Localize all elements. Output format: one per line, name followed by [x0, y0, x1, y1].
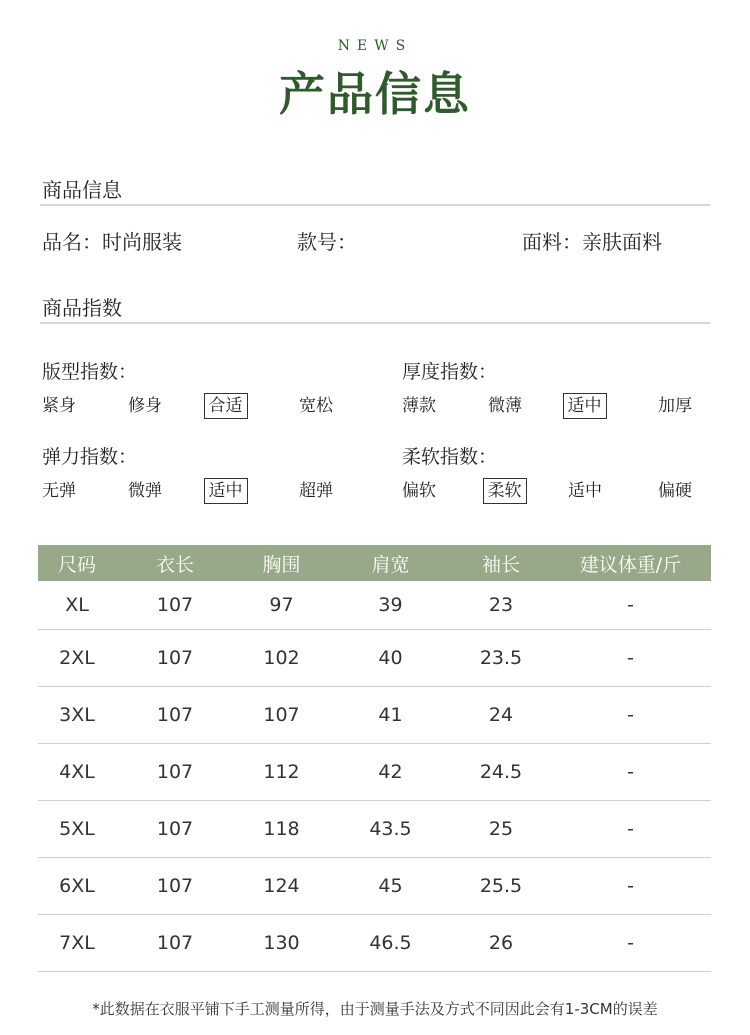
table-cell: -	[550, 630, 711, 687]
index-option: 微弹	[128, 481, 162, 501]
header-shoulder: 肩宽	[329, 545, 452, 581]
table-cell: 23	[452, 581, 550, 630]
table-cell: 4XL	[38, 744, 116, 801]
table-cell: 107	[116, 858, 234, 915]
table-row	[38, 915, 711, 972]
table-row	[38, 630, 711, 687]
product-index-divider	[40, 322, 710, 324]
table-row	[38, 858, 711, 915]
table-cell: 118	[234, 801, 329, 858]
table-row	[38, 801, 711, 858]
page-title: 产品信息	[279, 67, 471, 121]
index-option-selected: 适中	[204, 478, 248, 504]
index-option: 修身	[128, 396, 162, 416]
table-cell: 24	[452, 687, 550, 744]
table-cell: 107	[116, 915, 234, 972]
table-cell: 41	[329, 687, 452, 744]
table-cell: -	[550, 744, 711, 801]
table-cell: 112	[234, 744, 329, 801]
table-cell: 107	[116, 687, 234, 744]
index-option: 适中	[568, 481, 602, 501]
product-index-title: 商品指数	[42, 296, 122, 320]
table-cell: XL	[38, 581, 116, 630]
news-label: NEWS	[337, 38, 413, 54]
table-cell: 7XL	[38, 915, 116, 972]
table-cell: 42	[329, 744, 452, 801]
table-cell: 6XL	[38, 858, 116, 915]
measurement-note: *此数据在衣服平铺下手工测量所得，由于测量手法及方式不同因此会有1-3CM的误差	[92, 1000, 658, 1018]
table-cell: -	[550, 581, 711, 630]
table-row	[38, 744, 711, 801]
table-cell: 107	[116, 630, 234, 687]
size-table-header	[38, 545, 711, 581]
index-label: 版型指数：	[42, 361, 138, 383]
table-cell: 45	[329, 858, 452, 915]
table-cell: 46.5	[329, 915, 452, 972]
index-option: 微薄	[488, 396, 522, 416]
header-sleeve: 袖长	[452, 545, 550, 581]
index-label: 柔软指数：	[402, 446, 498, 468]
product-info-title: 商品信息	[42, 178, 122, 202]
header-chest: 胸围	[234, 545, 329, 581]
size-table	[38, 545, 711, 972]
header-length: 衣长	[116, 545, 234, 581]
table-cell: 2XL	[38, 630, 116, 687]
index-label: 弹力指数：	[42, 446, 138, 468]
table-cell: 107	[116, 581, 234, 630]
table-cell: 107	[116, 801, 234, 858]
table-cell: 25.5	[452, 858, 550, 915]
index-option-selected: 柔软	[483, 478, 527, 504]
header-size: 尺码	[38, 545, 116, 581]
table-cell: -	[550, 858, 711, 915]
product-style-no: 款号：	[297, 230, 357, 254]
index-option-selected: 合适	[204, 393, 248, 419]
table-cell: 40	[329, 630, 452, 687]
index-option: 加厚	[658, 396, 692, 416]
table-cell: 130	[234, 915, 329, 972]
index-option: 无弹	[42, 481, 76, 501]
table-cell: 39	[329, 581, 452, 630]
product-name: 品名：时尚服装	[42, 230, 182, 254]
index-label: 厚度指数：	[402, 361, 498, 383]
table-cell: -	[550, 915, 711, 972]
index-option: 紧身	[42, 396, 76, 416]
product-fabric: 面料：亲肤面料	[522, 230, 662, 254]
table-cell: 3XL	[38, 687, 116, 744]
product-info-divider	[40, 204, 710, 206]
index-option: 偏硬	[658, 481, 692, 501]
index-option: 偏软	[402, 481, 436, 501]
table-cell: 5XL	[38, 801, 116, 858]
table-cell: 97	[234, 581, 329, 630]
table-cell: 107	[116, 744, 234, 801]
table-cell: 124	[234, 858, 329, 915]
header-weight: 建议体重/斤	[550, 545, 711, 581]
table-cell: 24.5	[452, 744, 550, 801]
table-cell: 25	[452, 801, 550, 858]
table-cell: 107	[234, 687, 329, 744]
index-option: 超弹	[299, 481, 333, 501]
table-cell: -	[550, 801, 711, 858]
table-row	[38, 687, 711, 744]
index-option-selected: 适中	[563, 393, 607, 419]
table-cell: 26	[452, 915, 550, 972]
table-row	[38, 581, 711, 630]
table-cell: -	[550, 687, 711, 744]
index-option: 宽松	[299, 396, 333, 416]
table-cell: 23.5	[452, 630, 550, 687]
table-cell: 43.5	[329, 801, 452, 858]
table-cell: 102	[234, 630, 329, 687]
index-option: 薄款	[402, 396, 436, 416]
